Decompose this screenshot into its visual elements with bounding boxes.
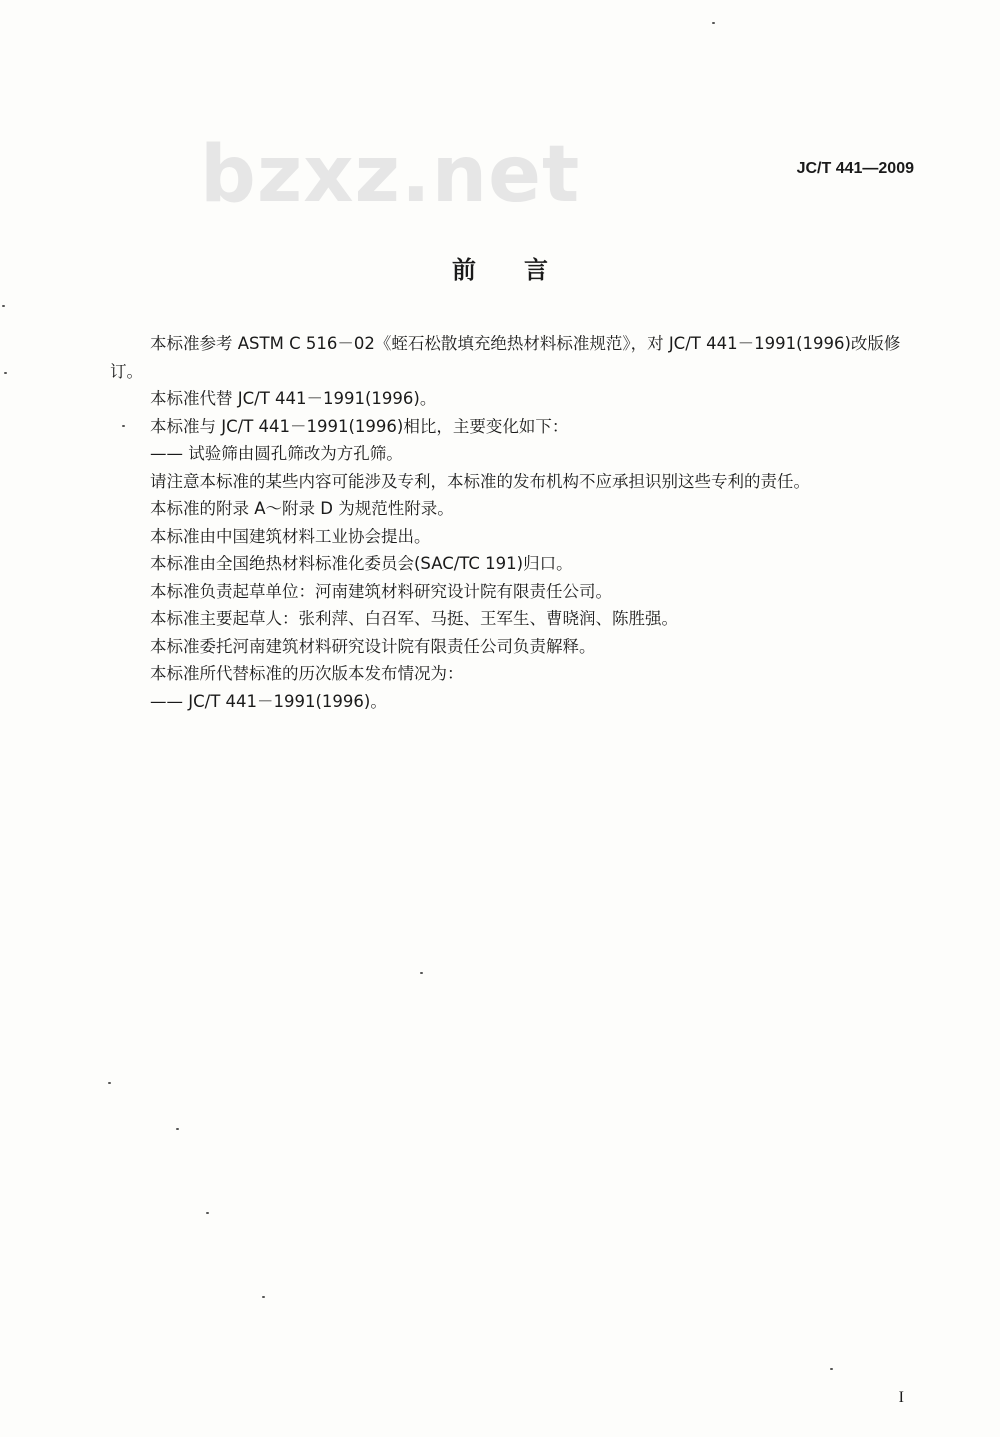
- paragraph: 本标准由中国建筑材料工业协会提出。: [150, 526, 431, 546]
- scan-speck: [122, 425, 125, 427]
- title-char-1: 前: [452, 256, 476, 284]
- paragraph: 本标准委托河南建筑材料研究设计院有限责任公司负责解释。: [150, 636, 596, 656]
- paragraph: 本标准参考 ASTM C 516－02《蛭石松散填充绝热材料标准规范》，对 JC/T 441－1991(1996)改版修订。: [110, 334, 901, 381]
- standard-code: JC/T 441—2009: [796, 160, 914, 177]
- scan-speck: [4, 372, 7, 374]
- scan-speck: [206, 1212, 209, 1214]
- scan-speck: [262, 1296, 265, 1298]
- watermark: bzxz.net: [200, 130, 581, 220]
- paragraph: 本标准负责起草单位：河南建筑材料研究设计院有限责任公司。: [150, 581, 612, 601]
- paragraph: 本标准的附录 A～附录 D 为规范性附录。: [150, 499, 454, 518]
- list-item: —— 试验筛由圆孔筛改为方孔筛。: [150, 444, 403, 463]
- paragraph: 请注意本标准的某些内容可能涉及专利，本标准的发布机构不应承担识别这些专利的责任。: [150, 471, 810, 491]
- scan-speck: [2, 305, 5, 307]
- paragraph: 本标准代替 JC/T 441－1991(1996)。: [150, 389, 437, 408]
- paragraph: 本标准主要起草人：张利萍、白召军、马挺、王军生、曹晓润、陈胜强。: [150, 609, 678, 628]
- foreword-body: [110, 330, 918, 715]
- page-number: I: [898, 1389, 904, 1406]
- scan-speck: [176, 1128, 179, 1130]
- paragraph: 本标准所代替标准的历次版本发布情况为：: [150, 664, 464, 683]
- list-item: —— JC/T 441－1991(1996)。: [150, 691, 387, 711]
- title-char-2: 言: [524, 256, 548, 284]
- paragraph: 本标准与 JC/T 441－1991(1996)相比，主要变化如下：: [150, 416, 569, 436]
- scan-speck: [830, 1368, 833, 1370]
- paragraph: 本标准由全国绝热材料标准化委员会(SAC/TC 191)归口。: [150, 554, 573, 573]
- scan-speck: [420, 972, 423, 974]
- scan-speck: [712, 22, 715, 24]
- page-title: [0, 250, 1000, 285]
- scan-speck: [108, 1082, 111, 1084]
